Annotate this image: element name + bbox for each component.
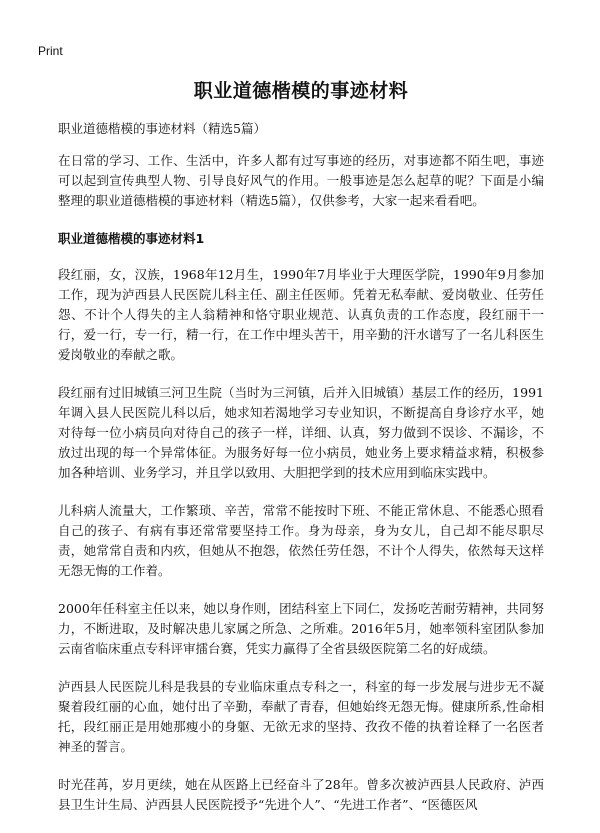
- body-paragraph: 儿科病人流量大，工作繁琐、辛苦，常常不能按时下班、不能正常休息、不能悉心照看自己的孩子、有病有事还常常要坚持工作。身为母亲，身为女儿，自己却不能尽职尽责，她常常自责和内疚，但她从不抱怨，依然任劳任怨，不计个人得失，依然每天这样无怨无悔的工作着。: [58, 503, 544, 578]
- intro-paragraph: 在日常的学习、工作、生活中，许多人都有过写事迹的经历，对事迹都不陌生吧，事迹可以起到宣传典型人物、引导良好风气的作用。一般事迹是怎么起草的呢？下面是小编整理的职业道德楷模的事迹材料（精选5篇），仅供参考，大家一起来看看吧。: [58, 153, 544, 208]
- document-subtitle: 职业道德楷模的事迹材料（精选5篇）: [58, 121, 266, 136]
- body-paragraph: 泸西县人民医院儿科是我县的专业临床重点专科之一，科室的每一步发展与进步无不凝聚着段红丽的心血，她付出了辛勤，奉献了青春，但她始终无怨无悔。健康所系,性命相托，段红丽正是用她那瘦小的身躯、无欲无求的坚持、孜孜不倦的执着诠释了一名医者神圣的誓言。: [58, 679, 544, 754]
- page-title: 职业道德楷模的事迹材料: [193, 80, 409, 102]
- print-link[interactable]: Print: [38, 44, 63, 58]
- document-page: [58, 78, 544, 833]
- body-paragraph: 段红丽有过旧城镇三河卫生院（当时为三河镇，后并入旧城镇）基层工作的经历，1991年调入县人民医院儿科以后，她求知若渴地学习专业知识，不断提高自身诊疗水平，她对待每一位小病员向对待自己的孩子一样，详细、认真，努力做到不误诊、不漏诊，不放过出现的每一个异常体征。为服务好每一位小病员，她业务上要求精益求精，积极参加各种培训、业务学习，并且学以致用、大胆把学到的技术应用到临床实践中。: [58, 385, 544, 480]
- section-heading: 职业道德楷模的事迹材料1: [58, 231, 205, 246]
- body-paragraph: 时光荏苒，岁月更续，她在从医路上已经奋斗了28年。曾多次被泸西县人民政府、泸西县卫生计生局、泸西县人民医院授予“先进个人”、“先进工作者”、“医德医风: [58, 777, 544, 812]
- body-paragraph: 2000年任科室主任以来，她以身作则，团结科室上下同仁，发扬吃苦耐劳精神，共同努力，不断进取，及时解决患儿家属之所急、之所难。2016年5月，她率领科室团队参加云南省临床重点专科评审擂台赛，凭实力赢得了全省县级医院第二名的好成绩。: [58, 601, 544, 656]
- body-paragraph: 段红丽，女，汉族，1968年12月生，1990年7月毕业于大理医学院，1990年9月参加工作，现为泸西县人民医院儿科主任、副主任医师。凭着无私奉献、爱岗敬业、任劳任怨、不计个人得失的主人翁精神和恪守职业规范、认真负责的工作态度，段红丽干一行，爱一行，专一行，精一行，在工作中埋头苦干，用辛勤的汗水谱写了一名儿科医生爱岗敬业的奉献之歌。: [58, 267, 544, 362]
